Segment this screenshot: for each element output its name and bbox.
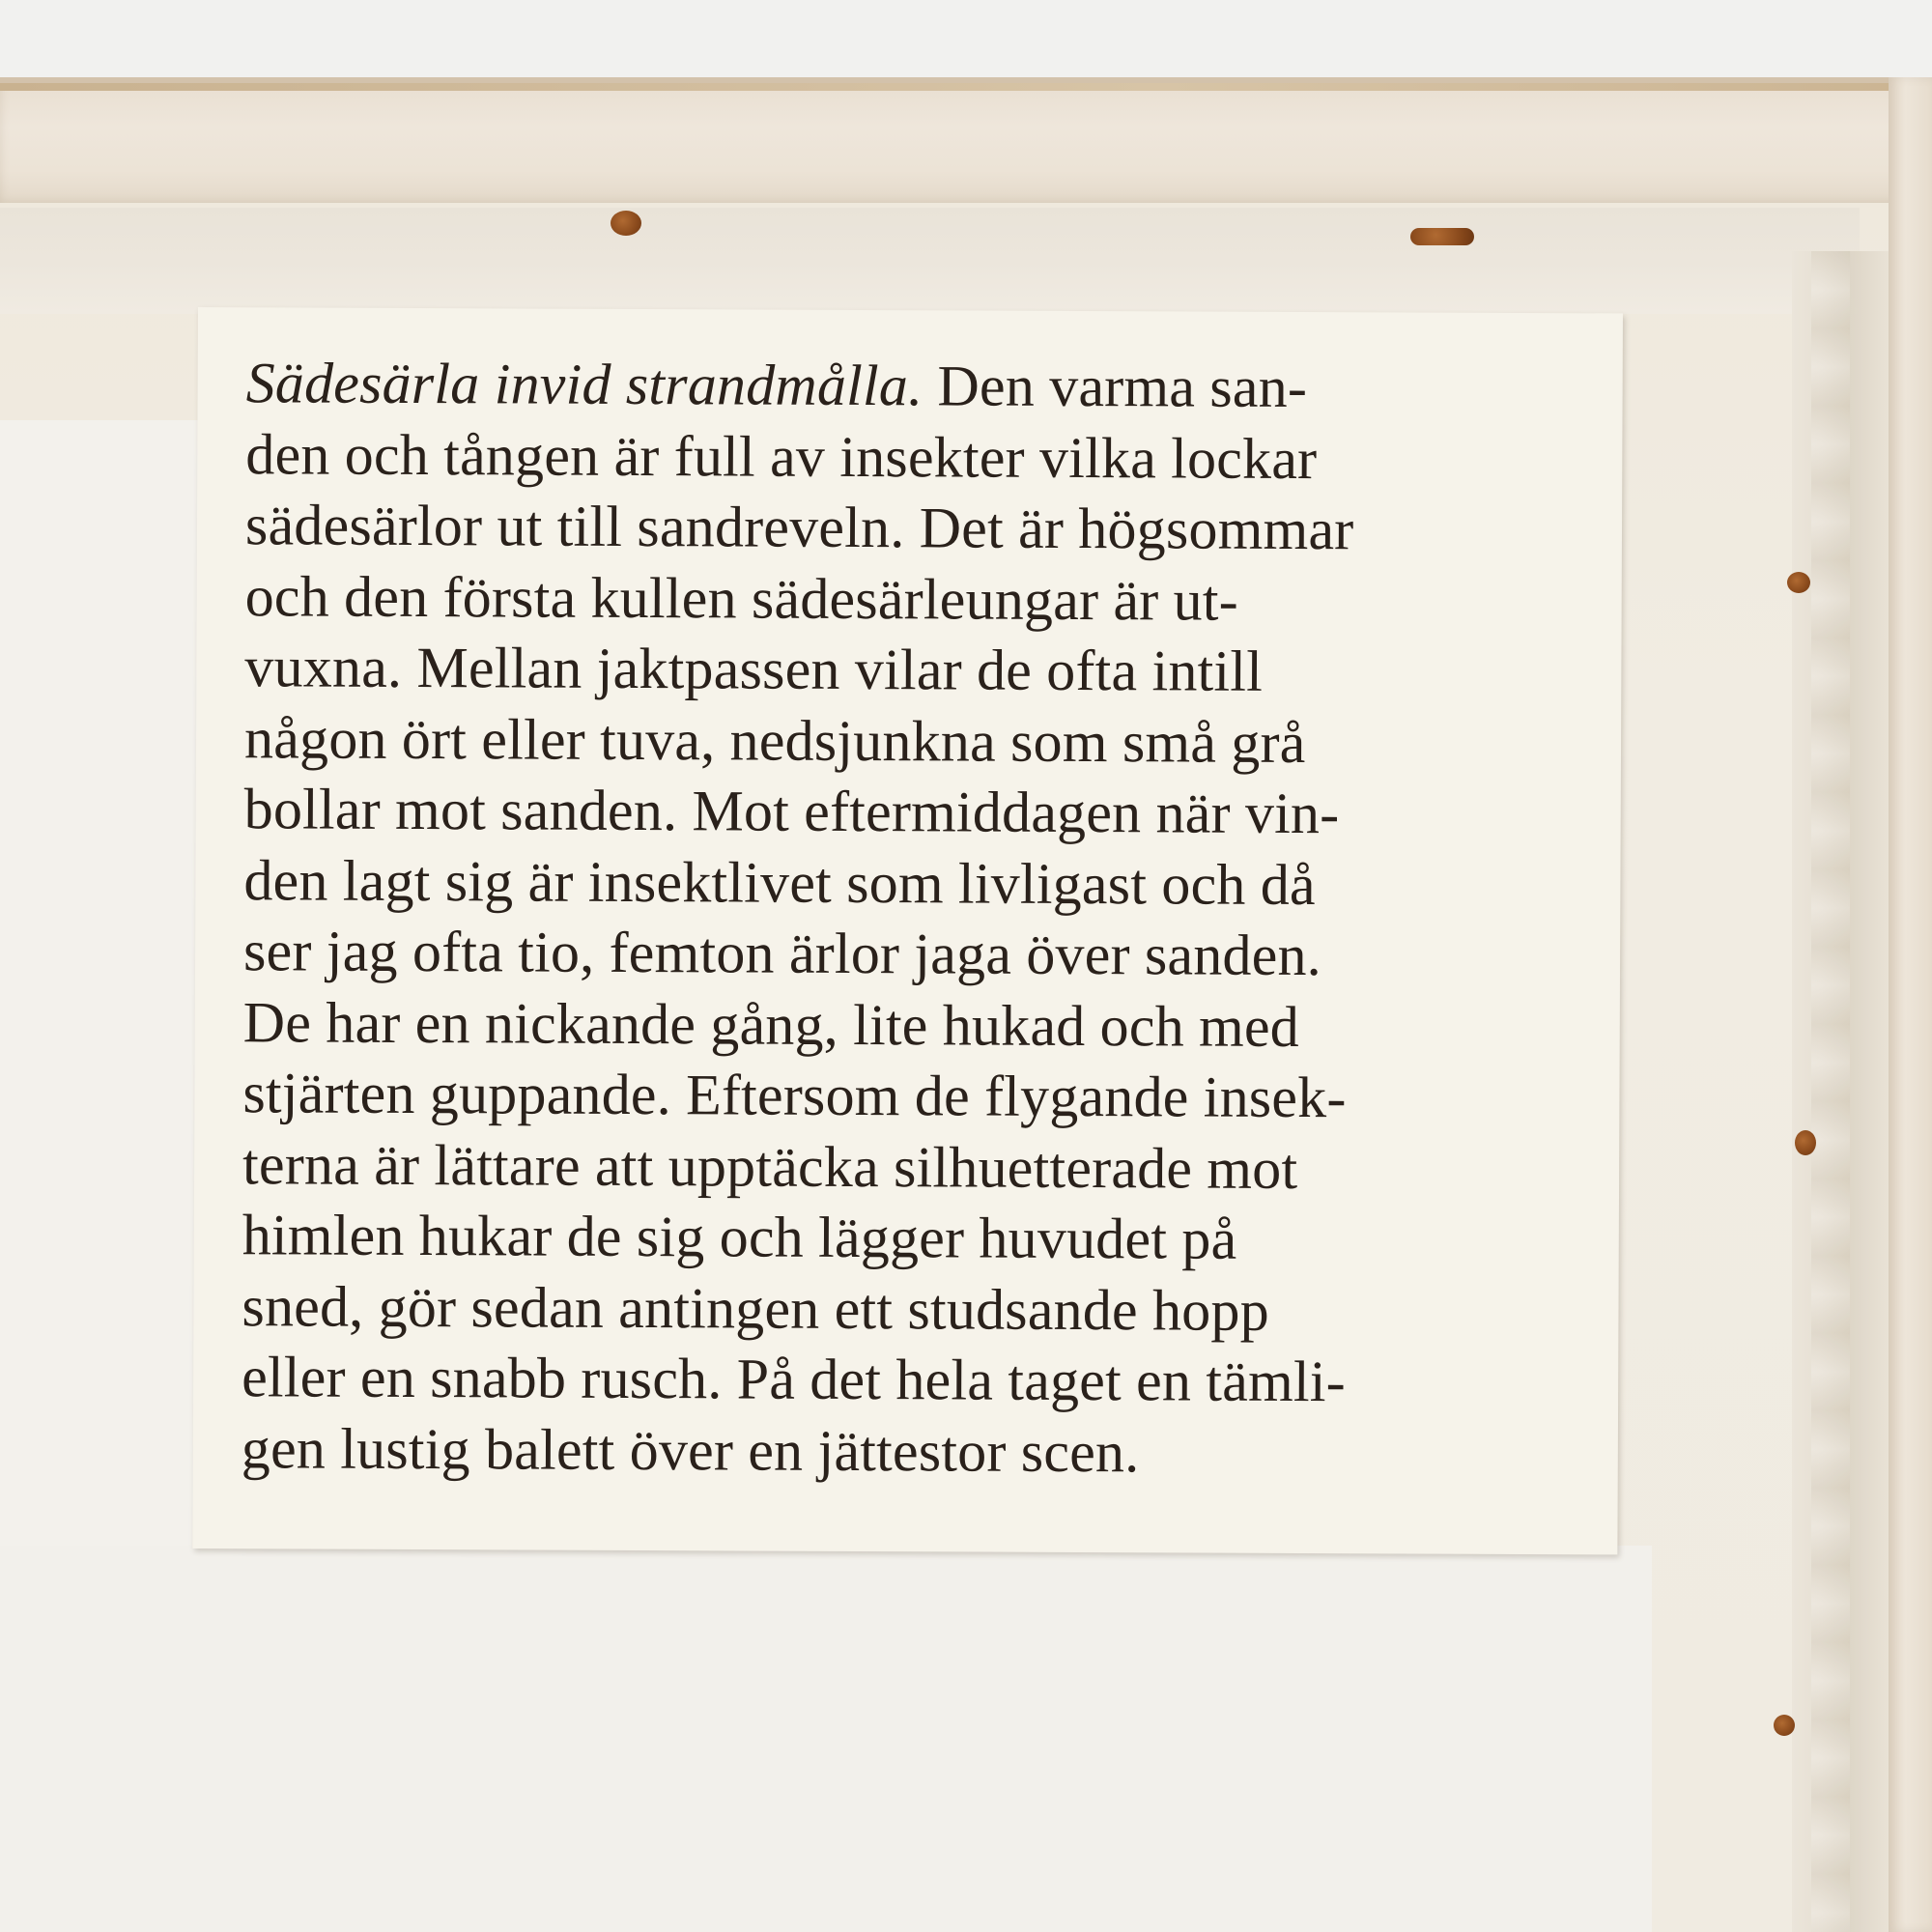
- text-line: terna är lättare att upptäcka silhuetterade mot: [242, 1131, 1298, 1201]
- text-line: ser jag ofta tio, femton ärlor jaga över sanden.: [242, 919, 1322, 988]
- nail: [611, 211, 641, 236]
- nail: [1795, 1130, 1816, 1155]
- frame-right-rail: [1889, 77, 1932, 1932]
- text-line: sädesärlor ut till sandreveln. Det är högsommar: [244, 493, 1354, 562]
- text-line: sned, gör sedan antingen ett studsande hopp: [242, 1273, 1270, 1343]
- nail: [1787, 572, 1810, 593]
- frame-top-edge: [0, 83, 1932, 91]
- text-line: gen lustig balett över en jättestor scen.: [241, 1415, 1140, 1484]
- clipping-text-block: [242, 348, 1584, 1490]
- text-line: stjärten guppande. Eftersom de flygande insek-: [242, 1061, 1347, 1130]
- frame-top-rail: [0, 77, 1932, 209]
- mat-board-lower: [0, 1546, 1652, 1932]
- text-line: den lagt sig är insektlivet som livligast och då: [243, 847, 1316, 917]
- text-line: [245, 348, 1583, 425]
- text-line-segment: Den varma san-: [923, 354, 1308, 420]
- clipping-title: Sädesärla invid strandmålla.: [245, 351, 923, 418]
- tissue-strip-top: [0, 208, 1860, 314]
- nail: [1774, 1715, 1795, 1736]
- text-line: eller en snabb rusch. På det hela taget en tämli-: [242, 1345, 1347, 1414]
- nail: [1410, 228, 1474, 245]
- text-line: De har en nickande gång, lite hukad och med: [242, 989, 1300, 1059]
- text-line: himlen hukar de sig och lägger huvudet på: [242, 1203, 1237, 1271]
- text-line: vuxna. Mellan jaktpassen vilar de ofta intill: [244, 635, 1264, 703]
- text-line: bollar mot sanden. Mot eftermiddagen när vin-: [243, 777, 1340, 846]
- tissue-strip-right: [1792, 251, 1889, 1932]
- text-line: den och tången är full av insekter vilka lockar: [245, 421, 1318, 491]
- text-line: och den första kullen sädesärleungar är ut-: [244, 563, 1239, 633]
- text-line: någon ört eller tuva, nedsjunkna som små grå: [243, 705, 1306, 775]
- text-clipping: [192, 307, 1623, 1554]
